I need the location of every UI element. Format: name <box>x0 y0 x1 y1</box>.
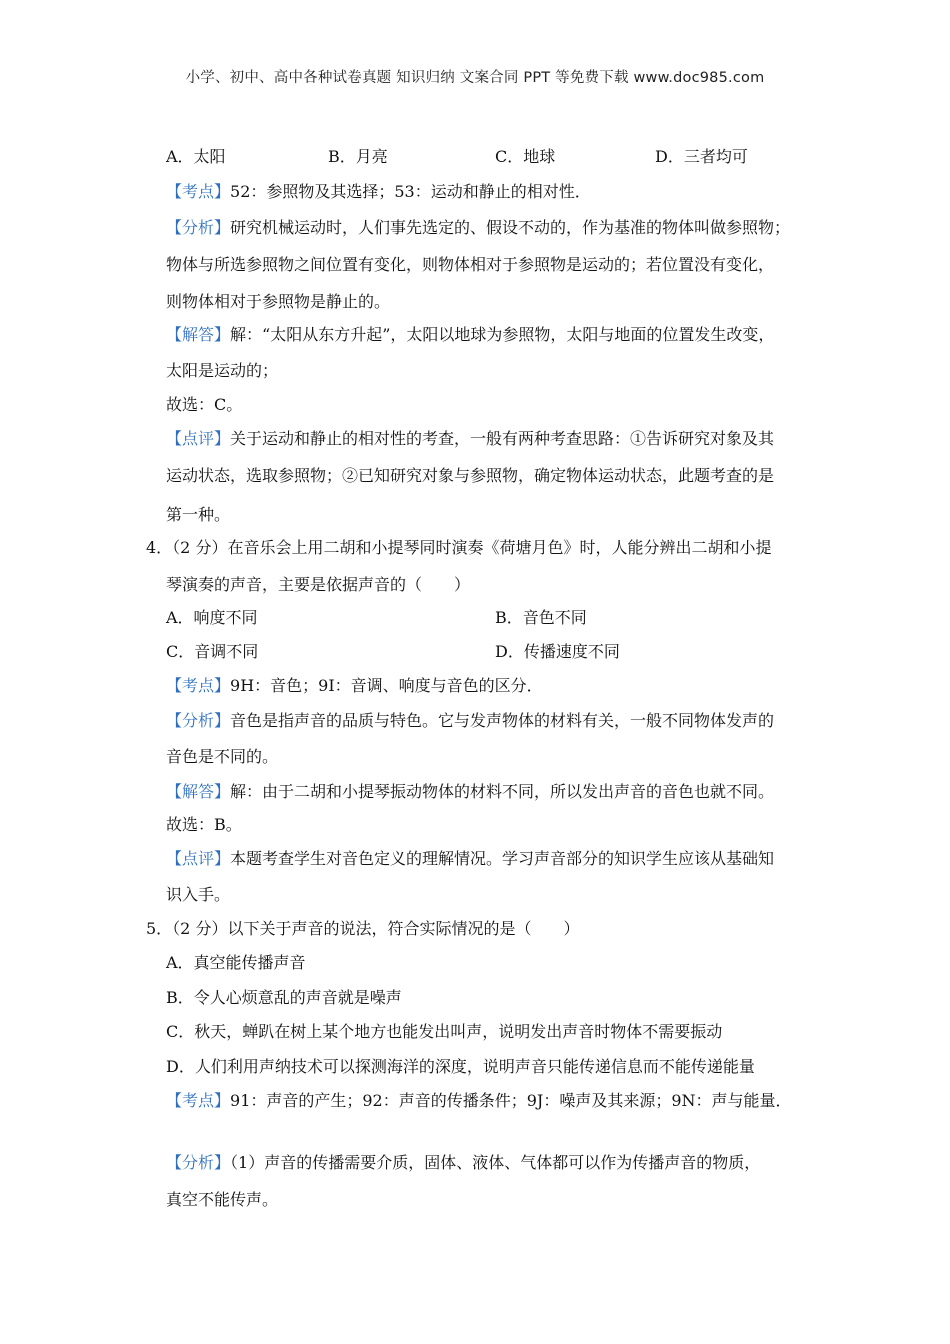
dianping-text: 本题考查学生对音色定义的理解情况。学习声音部分的知识学生应该从基础知 <box>230 849 775 868</box>
kaodian-text: 9H：音色；9I：音调、响度与音色的区分． <box>230 676 543 695</box>
q3-fenxi-line-1 <box>166 217 790 239</box>
page-header: 小学、初中、高中各种试卷真题 知识归纳 文案合同 PPT 等免费下载 www.doc985.com <box>185 70 765 86</box>
jieda-tag: 【解答】 <box>166 782 231 801</box>
fenxi-tag: 【分析】 <box>166 218 231 237</box>
q5-fenxi-line-2: 真空不能传声。 <box>166 1190 279 1209</box>
q3-fenxi-line-3: 则物体相对于参照物是静止的。 <box>166 292 391 311</box>
q3-fenxi-line-2: 物体与所选参照物之间位置有变化，则物体相对于参照物是运动的；若位置没有变化， <box>166 255 775 274</box>
jieda-text: 解：“太阳从东方升起”，太阳以地球为参照物，太阳与地面的位置发生改变， <box>230 325 775 344</box>
q4-answer: 故选：B。 <box>166 815 242 834</box>
q3-option-a: A．太阳 <box>166 147 226 166</box>
kaodian-tag: 【考点】 <box>166 676 231 695</box>
jieda-text: 解：由于二胡和小提琴振动物体的材料不同，所以发出声音的音色也就不同。 <box>230 782 775 801</box>
dianping-tag: 【点评】 <box>166 429 231 448</box>
q4-stem-line-1: 4．（2 分）在音乐会上用二胡和小提琴同时演奏《荷塘月色》时，人能分辨出二胡和小提 <box>146 538 772 557</box>
q3-option-b: B．月亮 <box>328 147 388 166</box>
q5-kaodian <box>166 1090 792 1112</box>
q5-option-c: C．秋天，蝉趴在树上某个地方也能发出叫声，说明发出声音时物体不需要振动 <box>166 1022 723 1041</box>
fenxi-text: 研究机械运动时，人们事先选定的、假设不动的，作为基准的物体叫做参照物； <box>230 218 791 237</box>
q4-option-b: B．音色不同 <box>495 608 587 627</box>
jieda-tag: 【解答】 <box>166 325 231 344</box>
q4-stem-line-2: 琴演奏的声音，主要是依据声音的（ ） <box>166 575 471 594</box>
q4-jieda-line-1 <box>166 781 774 803</box>
kaodian-tag: 【考点】 <box>166 182 231 201</box>
fenxi-tag: 【分析】 <box>166 711 231 730</box>
q3-dianping-line-1 <box>166 428 774 450</box>
kaodian-text: 91：声音的产生；92：声音的传播条件；9J：噪声及其来源；9N：声与能量． <box>230 1091 792 1110</box>
q4-option-c: C．音调不同 <box>166 642 259 661</box>
q5-option-b: B．令人心烦意乱的声音就是噪声 <box>166 988 402 1007</box>
q4-dianping-line-1 <box>166 848 774 870</box>
q4-option-a: A．响度不同 <box>166 608 258 627</box>
fenxi-text: （1）声音的传播需要介质，固体、液体、气体都可以作为传播声音的物质， <box>230 1153 761 1172</box>
q3-answer: 故选：C。 <box>166 395 243 414</box>
q3-jieda-line-2: 太阳是运动的； <box>166 361 279 380</box>
fenxi-text: 音色是指声音的品质与特色。它与发声物体的材料有关，一般不同物体发声的 <box>230 711 775 730</box>
q3-jieda-line-1 <box>166 324 774 346</box>
q5-option-d: D．人们利用声纳技术可以探测海洋的深度，说明声音只能传递信息而不能传递能量 <box>166 1057 755 1076</box>
q4-fenxi-line-2: 音色是不同的。 <box>166 747 279 766</box>
q3-dianping-line-2: 运动状态，选取参照物；②已知研究对象与参照物，确定物体运动状态，此题考查的是 <box>166 466 775 485</box>
q5-stem: 5．（2 分）以下关于声音的说法，符合实际情况的是（ ） <box>146 919 580 938</box>
dianping-text: 关于运动和静止的相对性的考查，一般有两种考查思路：①告诉研究对象及其 <box>230 429 775 448</box>
kaodian-text: 52：参照物及其选择；53：运动和静止的相对性． <box>230 182 591 201</box>
q5-fenxi-line-1 <box>166 1152 760 1174</box>
fenxi-tag: 【分析】 <box>166 1153 231 1172</box>
q4-dianping-line-2: 识入手。 <box>166 885 231 904</box>
q4-option-d: D．传播速度不同 <box>495 642 620 661</box>
kaodian-tag: 【考点】 <box>166 1091 231 1110</box>
q3-dianping-line-3: 第一种。 <box>166 505 231 524</box>
q3-kaodian <box>166 181 591 203</box>
q4-fenxi-line-1 <box>166 710 774 732</box>
q4-kaodian <box>166 675 543 697</box>
q3-option-d: D．三者均可 <box>655 147 748 166</box>
dianping-tag: 【点评】 <box>166 849 231 868</box>
q3-option-c: C．地球 <box>495 147 556 166</box>
q5-option-a: A．真空能传播声音 <box>166 953 306 972</box>
